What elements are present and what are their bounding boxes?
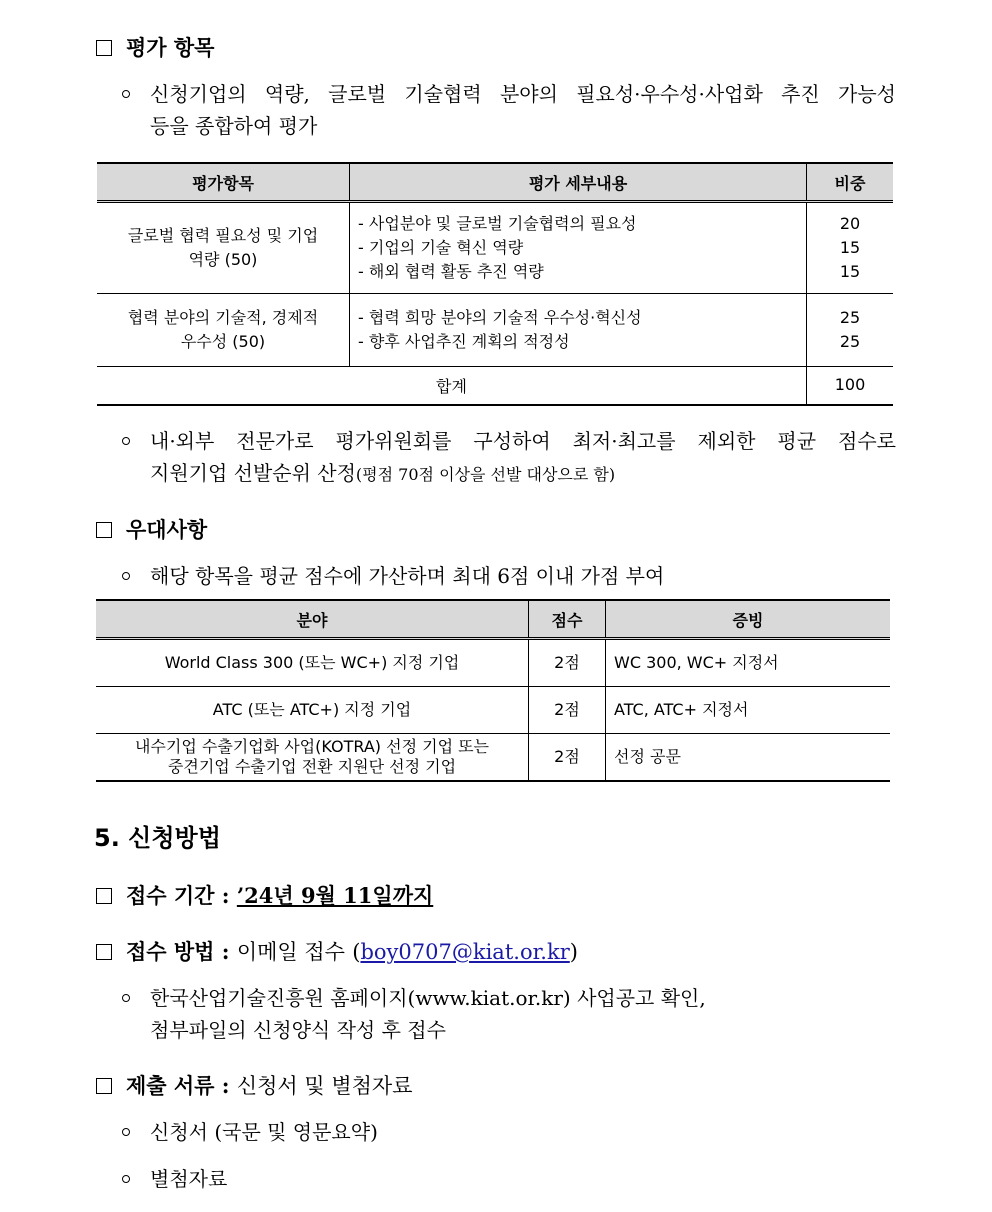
eval-item-line: 협력 분야의 기술적, 경제적 bbox=[127, 308, 319, 327]
docs-item-text: 별첨자료 bbox=[150, 1167, 228, 1191]
table-row bbox=[97, 294, 893, 367]
pref-bullet-text: 해당 항목을 평균 점수에 가산하며 최대 6점 이내 가점 부여 bbox=[150, 564, 665, 588]
table-row bbox=[97, 202, 893, 294]
circle-bullet-icon bbox=[122, 994, 130, 1002]
checkbox-square-icon bbox=[96, 522, 112, 538]
pref-field-line: 내수기업 수출기업화 사업(KOTRA) 선정 기업 또는 bbox=[134, 737, 490, 756]
pref-section-heading bbox=[96, 514, 207, 544]
eval-criteria-table bbox=[97, 162, 893, 406]
circle-bullet-icon bbox=[122, 90, 130, 98]
pref-field-cell bbox=[96, 639, 529, 687]
table-row bbox=[96, 734, 890, 782]
eval-item-line: 글로벌 협력 필요성 및 기업 bbox=[127, 226, 319, 245]
period-value: ’24년 9월 11일까지 bbox=[236, 883, 434, 908]
eval-details-cell bbox=[350, 294, 807, 367]
eval-bullet-2-line-2: 지원기업 선발순위 산정 bbox=[150, 461, 356, 485]
table-row bbox=[96, 639, 890, 687]
header-eval-item: 평가항목 bbox=[97, 163, 350, 202]
method-bullet-line-1: 한국산업기술진흥원 홈페이지(www.kiat.or.kr) 사업공고 확인, bbox=[150, 986, 706, 1010]
header-proof: 증빙 bbox=[606, 600, 891, 639]
eval-item-cell bbox=[97, 202, 350, 294]
email-link[interactable]: boy0707@kiat.or.kr bbox=[360, 940, 570, 964]
table-header-row bbox=[97, 163, 893, 202]
eval-weight-value: 15 bbox=[839, 238, 861, 257]
eval-detail-line: - 사업분야 및 글로벌 기술협력의 필요성 bbox=[358, 214, 637, 233]
eval-bullet-1 bbox=[122, 78, 896, 142]
pref-section-title: 우대사항 bbox=[126, 517, 208, 542]
eval-item-cell bbox=[97, 294, 350, 367]
pref-bullet bbox=[122, 560, 664, 592]
docs-value: 신청서 및 별첨자료 bbox=[236, 1074, 413, 1098]
circle-bullet-icon bbox=[122, 1128, 130, 1136]
pref-score-cell: 2점 bbox=[529, 687, 606, 734]
eval-bullet-1-line-2: 등을 종합하여 평가 bbox=[150, 114, 318, 138]
method-bullet-line-2: 첨부파일의 신청양식 작성 후 접수 bbox=[150, 1018, 446, 1042]
eval-detail-line: - 협력 희망 분야의 기술적 우수성·혁신성 bbox=[358, 308, 642, 327]
pref-score-cell: 2점 bbox=[529, 734, 606, 782]
period-label: 접수 기간 : bbox=[126, 883, 230, 908]
eval-details-cell bbox=[350, 202, 807, 294]
eval-weight-value: 20 bbox=[839, 214, 861, 233]
table-row bbox=[96, 687, 890, 734]
eval-weight-cell bbox=[807, 294, 894, 367]
eval-bullet-2 bbox=[122, 425, 896, 491]
checkbox-square-icon bbox=[96, 888, 112, 904]
eval-bullet-2-note: (평점 70점 이상을 선발 대상으로 함) bbox=[355, 465, 616, 484]
docs-label: 제출 서류 : bbox=[126, 1073, 230, 1098]
eval-item-line: 역량 (50) bbox=[188, 250, 258, 269]
pref-proof-cell: ATC, ATC+ 지정서 bbox=[606, 687, 891, 734]
eval-weight-cell bbox=[807, 202, 894, 294]
checkbox-square-icon bbox=[96, 944, 112, 960]
docs-heading bbox=[96, 1070, 412, 1100]
method-heading: 접수 방법 : 이메일 접수 (boy0707@kiat.or.kr) bbox=[96, 936, 578, 966]
eval-bullet-1-line-1: 신청기업의 역량, 글로벌 기술협력 분야의 필요성·우수성·사업화 추진 가능성 bbox=[150, 82, 896, 106]
circle-bullet-icon bbox=[122, 1175, 130, 1183]
circle-bullet-icon bbox=[122, 437, 130, 445]
eval-weight-value: 25 bbox=[839, 308, 861, 327]
pref-proof-cell: 선정 공문 bbox=[606, 734, 891, 782]
table-header-row bbox=[96, 600, 890, 639]
table-total-row bbox=[97, 367, 893, 405]
method-label: 접수 방법 : bbox=[126, 939, 230, 964]
pref-score-cell: 2점 bbox=[529, 639, 606, 687]
eval-bullet-2-line-1: 내·외부 전문가로 평가위원회를 구성하여 최저·최고를 제외한 평균 점수로 bbox=[150, 429, 896, 453]
eval-item-line: 우수성 (50) bbox=[180, 332, 266, 351]
eval-weight-value: 25 bbox=[839, 332, 861, 351]
section-5-title: 5. 신청방법 bbox=[94, 824, 221, 852]
docs-item bbox=[122, 1163, 227, 1195]
header-score: 점수 bbox=[529, 600, 606, 639]
eval-detail-line: - 향후 사업추진 계획의 적정성 bbox=[358, 332, 570, 351]
header-eval-details: 평가 세부내용 bbox=[350, 163, 807, 202]
checkbox-square-icon bbox=[96, 1078, 112, 1094]
header-field: 분야 bbox=[96, 600, 529, 639]
eval-detail-line: - 해외 협력 활동 추진 역량 bbox=[358, 262, 544, 281]
total-label: 합계 bbox=[97, 367, 807, 405]
pref-field-cell bbox=[96, 687, 529, 734]
eval-detail-line: - 기업의 기술 혁신 역량 bbox=[358, 238, 524, 257]
header-weight: 비중 bbox=[807, 163, 894, 202]
pref-field-line: World Class 300 (또는 WC+) 지정 기업 bbox=[164, 653, 460, 672]
circle-bullet-icon bbox=[122, 572, 130, 580]
method-bullet bbox=[122, 982, 706, 1046]
period-heading bbox=[96, 880, 433, 910]
docs-item bbox=[122, 1116, 378, 1148]
pref-proof-cell: WC 300, WC+ 지정서 bbox=[606, 639, 891, 687]
eval-weight-value: 15 bbox=[839, 262, 861, 281]
pref-field-line: 중견기업 수출기업 전환 지원단 선정 기업 bbox=[167, 757, 457, 776]
eval-section-heading bbox=[96, 32, 214, 62]
preference-table bbox=[96, 599, 890, 782]
method-value: 이메일 접수 bbox=[236, 940, 345, 964]
pref-field-line: ATC (또는 ATC+) 지정 기업 bbox=[212, 700, 412, 719]
docs-item-text: 신청서 (국문 및 영문요약) bbox=[150, 1120, 378, 1144]
total-value: 100 bbox=[807, 367, 894, 405]
eval-section-title: 평가 항목 bbox=[126, 35, 215, 60]
pref-field-cell bbox=[96, 734, 529, 782]
checkbox-square-icon bbox=[96, 40, 112, 56]
